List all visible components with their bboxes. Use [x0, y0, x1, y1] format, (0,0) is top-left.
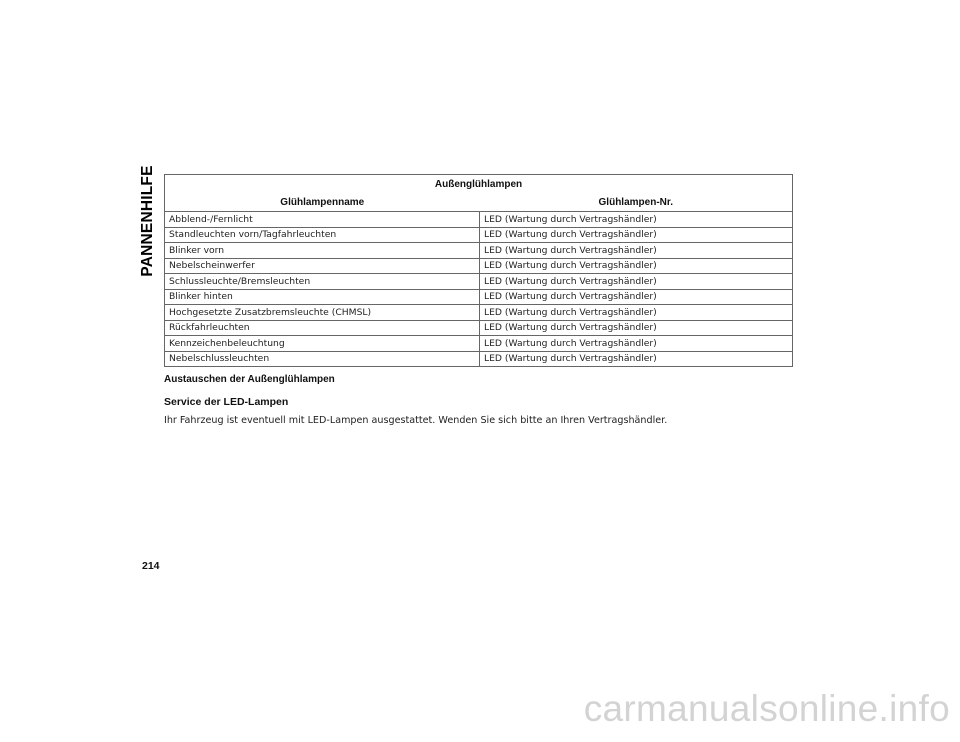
bulb-number-cell: LED (Wartung durch Vertragshändler) [480, 227, 793, 243]
table-row [165, 289, 793, 305]
table-row [165, 212, 793, 228]
bulb-number-cell: LED (Wartung durch Vertragshändler) [480, 212, 793, 228]
table-row [165, 274, 793, 290]
bulb-name-cell: Nebelscheinwerfer [165, 258, 480, 274]
table-title: Außenglühlampen [165, 175, 793, 195]
bulb-name-cell: Blinker hinten [165, 289, 480, 305]
bulb-number-cell: LED (Wartung durch Vertragshändler) [480, 336, 793, 352]
table-row [165, 243, 793, 259]
page-number: 214 [142, 560, 160, 572]
bulb-name-cell: Rückfahrleuchten [165, 320, 480, 336]
bulb-number-cell: LED (Wartung durch Vertragshändler) [480, 289, 793, 305]
bulb-number-cell: LED (Wartung durch Vertragshändler) [480, 320, 793, 336]
bulb-number-cell: LED (Wartung durch Vertragshändler) [480, 351, 793, 367]
bulb-name-cell: Kennzeichenbeleuchtung [165, 336, 480, 352]
chapter-label: PANNENHILFE [139, 165, 156, 277]
bulb-number-cell: LED (Wartung durch Vertragshändler) [480, 258, 793, 274]
sub-heading: Service der LED-Lampen [164, 396, 289, 408]
table-row [165, 305, 793, 321]
column-header-bulb-number: Glühlampen-Nr. [480, 194, 793, 212]
exterior-bulbs-table [164, 174, 793, 367]
chapter-side-title [136, 166, 160, 276]
table-row [165, 336, 793, 352]
table-row [165, 227, 793, 243]
bulb-name-cell: Blinker vorn [165, 243, 480, 259]
bulb-name-cell: Schlussleuchte/Bremsleuchten [165, 274, 480, 290]
body-paragraph: Ihr Fahrzeug ist eventuell mit LED-Lampen ausgestattet. Wenden Sie sich bitte an Ihren Vertragshändler. [164, 415, 668, 426]
bulb-number-cell: LED (Wartung durch Vertragshändler) [480, 243, 793, 259]
bulb-name-cell: Nebelschlussleuchten [165, 351, 480, 367]
bulb-name-cell: Standleuchten vorn/Tagfahrleuchten [165, 227, 480, 243]
bulb-number-cell: LED (Wartung durch Vertragshändler) [480, 305, 793, 321]
bulb-name-cell: Abblend-/Fernlicht [165, 212, 480, 228]
table-row [165, 320, 793, 336]
bulb-number-cell: LED (Wartung durch Vertragshändler) [480, 274, 793, 290]
column-header-bulb-name: Glühlampenname [165, 194, 480, 212]
watermark-text: carmanualsonline.info [583, 688, 950, 729]
section-heading: Austauschen der Außenglühlampen [164, 374, 335, 385]
table-row [165, 351, 793, 367]
bulb-name-cell: Hochgesetzte Zusatzbremsleuchte (CHMSL) [165, 305, 480, 321]
table-row [165, 258, 793, 274]
